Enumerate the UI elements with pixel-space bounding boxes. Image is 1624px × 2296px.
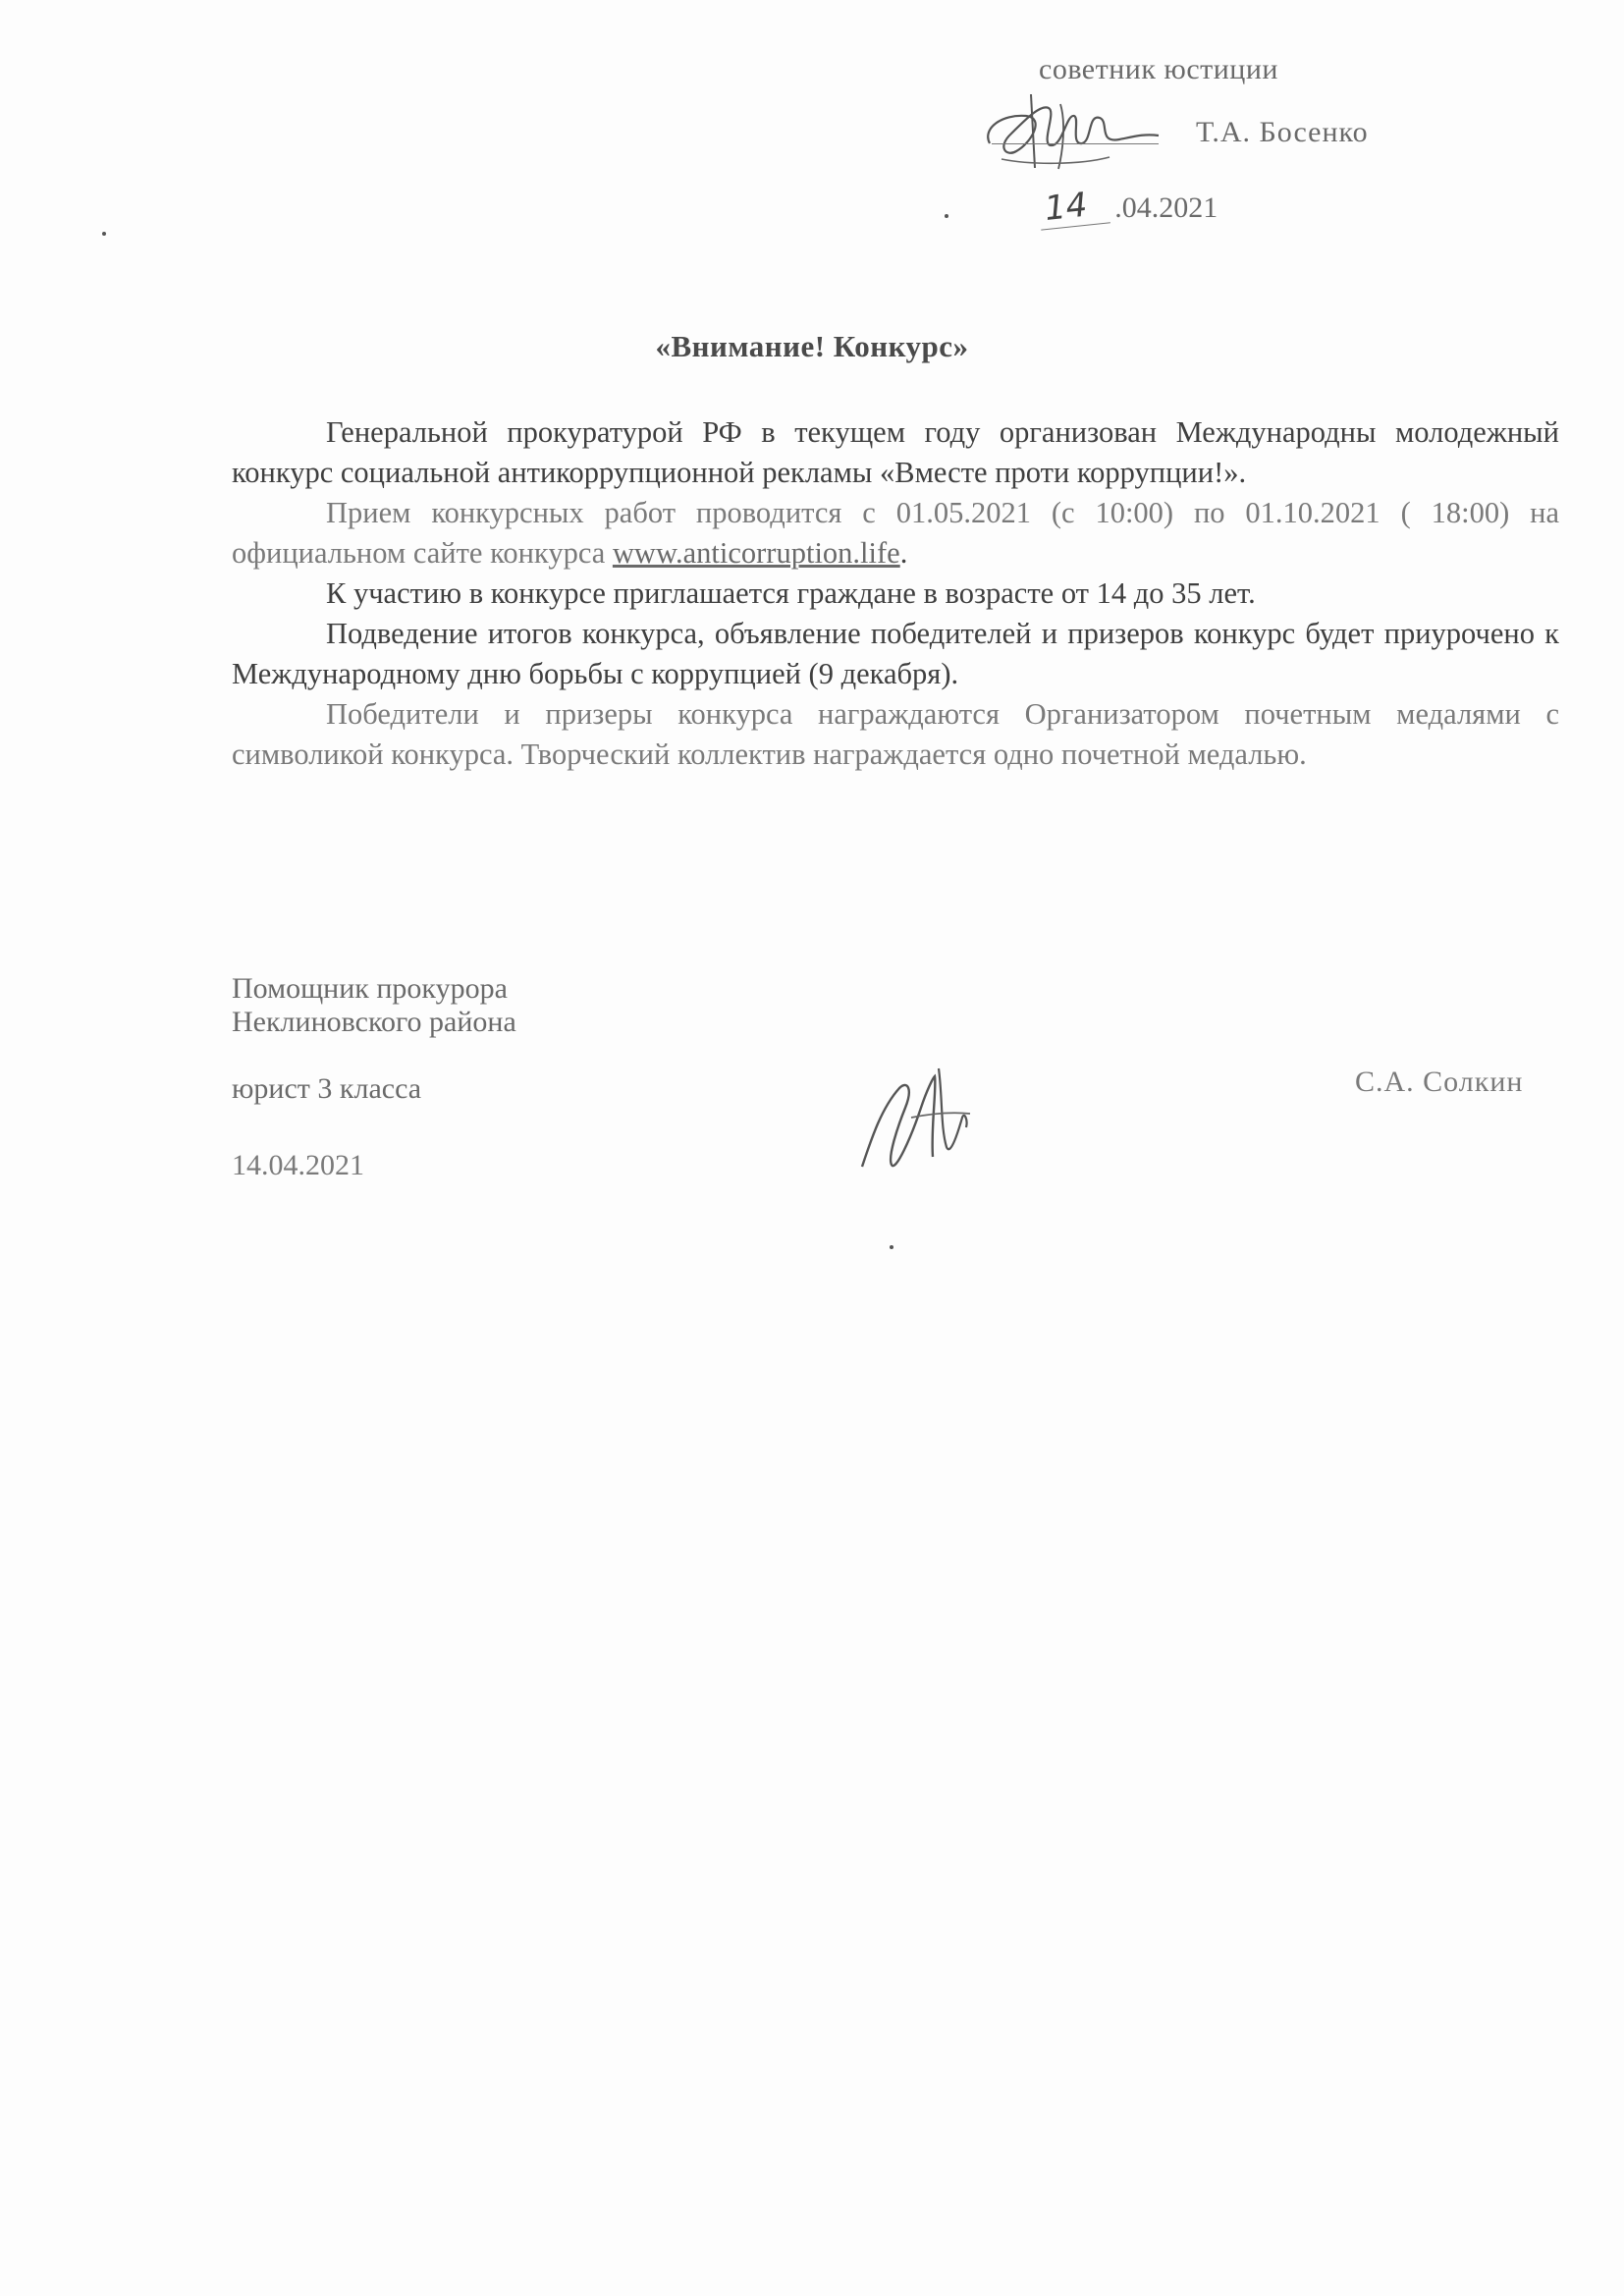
signer-date: 14.04.2021: [232, 1149, 364, 1181]
signer-rank: юрист 3 класса: [232, 1072, 422, 1105]
scan-speck: [945, 214, 948, 218]
approval-date-day: 14: [1037, 183, 1110, 230]
signer-signature: [852, 1049, 990, 1186]
approval-name: Т.А. Босенко: [1196, 116, 1369, 148]
paragraph-participants: К участию в конкурсе приглашается граждане в возрасте от 14 до 35 лет.: [326, 576, 1256, 610]
approval-date-rest: .04.2021: [1114, 191, 1218, 224]
paragraph-submission-period: [232, 493, 1559, 574]
paragraph-contest-announcement: Генеральной прокуратурой РФ в текущем году организован Международны молодежный конкурс социальной антикоррупционной рекламы «Вместе проти коррупции!».: [232, 415, 1559, 489]
approval-signature: [972, 75, 1198, 183]
document-body: [232, 412, 1559, 775]
signer-position-line1: Помощник прокурора: [232, 972, 508, 1005]
scan-speck: [890, 1245, 893, 1249]
submission-text: Прием конкурсных работ проводится с 01.05.2021 (с 10:00) по 01.10.2021 ( 18:00) на официальном сайте конкурса: [232, 496, 1559, 570]
paragraph-awards: Победители и призеры конкурса награждаются Организатором почетным медалями с символикой конкурса. Творческий коллектив награждается одно почетной медалью.: [232, 697, 1559, 771]
signer-position: [232, 972, 516, 1039]
scan-speck: [102, 232, 106, 236]
paragraph-results: Подведение итогов конкурса, объявление победителей и призеров конкурс будет приурочено к Международному дню борьбы с коррупцией (9 декабря).: [232, 617, 1559, 690]
approval-signature-line: [992, 143, 1159, 144]
submission-text-end: .: [899, 536, 908, 570]
approval-block: [972, 47, 1424, 244]
approval-position: советник юстиции: [1039, 53, 1278, 85]
contest-website-link[interactable]: www.anticorruption.life: [612, 536, 900, 570]
signer-name: С.А. Солкин: [1355, 1066, 1524, 1098]
approval-date: [1039, 187, 1218, 227]
document-title: «Внимание! Конкурс»: [655, 329, 969, 363]
signer-position-line2: Неклиновского района: [232, 1006, 516, 1038]
